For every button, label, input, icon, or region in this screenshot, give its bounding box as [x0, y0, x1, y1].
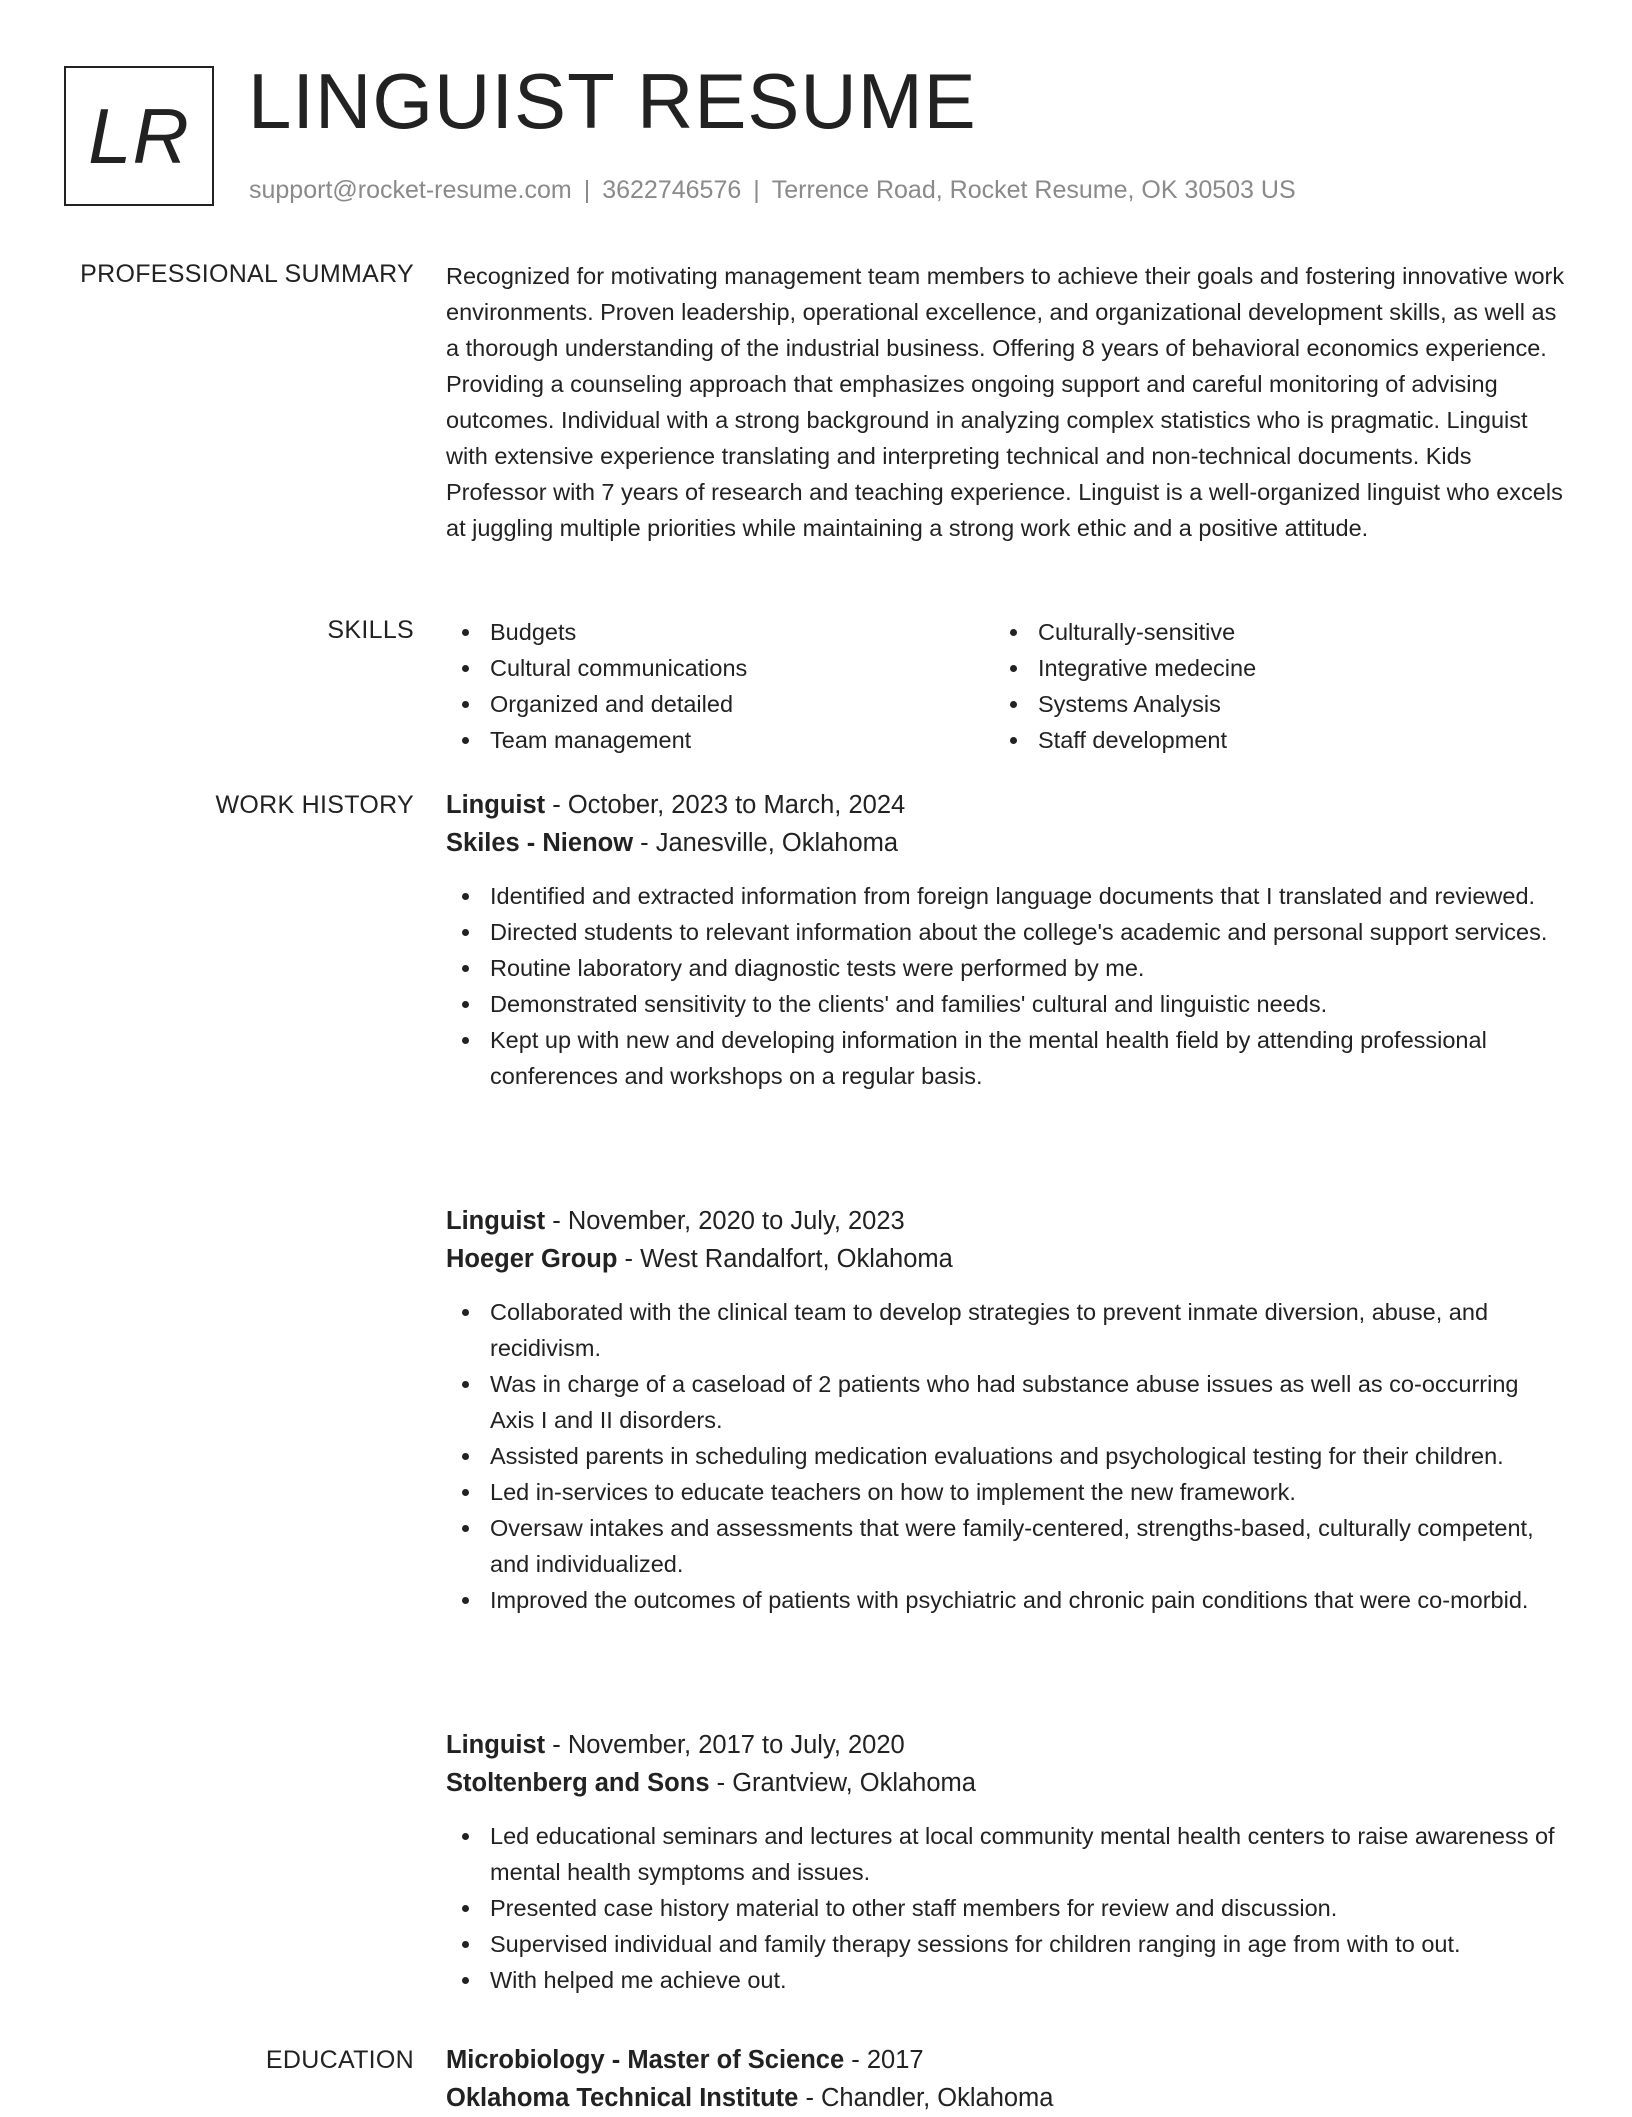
education-entry	[446, 2041, 1566, 2117]
skills-heading: SKILLS	[327, 616, 414, 644]
skill-item: Integrative medecine	[1038, 650, 1542, 686]
education-school-line	[446, 2079, 1566, 2117]
job-bullet: Kept up with new and developing information in the mental health field by attending professional conferences and workshops on a regular basis.	[490, 1022, 1566, 1094]
job-entry	[446, 1726, 1566, 1998]
job-bullet: Oversaw intakes and assessments that were family-centered, strengths-based, culturally competent, and individualized.	[490, 1510, 1566, 1582]
contact-address: Terrence Road, Rocket Resume, OK 30503 US	[771, 176, 1296, 204]
job-bullets	[446, 1818, 1566, 1998]
education-degree: Microbiology - Master of Science	[446, 2046, 845, 2074]
education-year: - 2017	[844, 2046, 924, 2074]
job-bullet: Improved the outcomes of patients with psychiatric and chronic pain conditions that were co-morbid.	[490, 1582, 1566, 1618]
skills-section	[446, 614, 1546, 758]
job-bullet: Routine laboratory and diagnostic tests were performed by me.	[490, 950, 1566, 986]
job-bullet: Identified and extracted information from foreign language documents that I translated and reviewed.	[490, 878, 1566, 914]
education-location: - Chandler, Oklahoma	[798, 2084, 1054, 2112]
contact-separator: |	[753, 176, 760, 204]
skills-list-left	[446, 614, 994, 758]
job-heading	[446, 1726, 1566, 1764]
job-bullet: Presented case history material to other staff members for review and discussion.	[490, 1890, 1566, 1926]
monogram-logo: LR	[64, 66, 214, 206]
job-heading	[446, 1202, 1566, 1240]
job-dates: - November, 2020 to July, 2023	[545, 1207, 905, 1235]
contact-phone[interactable]: 3622746576	[602, 176, 742, 204]
job-entry	[446, 1202, 1566, 1618]
contact-email[interactable]: support@rocket-resume.com	[249, 176, 572, 204]
job-bullets	[446, 878, 1566, 1094]
job-bullet: Assisted parents in scheduling medication evaluations and psychological testing for their children.	[490, 1438, 1566, 1474]
job-location: - Janesville, Oklahoma	[633, 829, 899, 857]
job-bullet: Led in-services to educate teachers on how to implement the new framework.	[490, 1474, 1566, 1510]
job-employer	[446, 1764, 1566, 1802]
job-title: Linguist	[446, 1731, 546, 1759]
page-title: LINGUIST RESUME	[248, 57, 977, 145]
job-company: Skiles - Nienow	[446, 829, 634, 857]
job-bullet: Demonstrated sensitivity to the clients' and families' cultural and linguistic needs.	[490, 986, 1566, 1022]
education-heading: EDUCATION	[265, 2046, 414, 2074]
job-bullets	[446, 1294, 1566, 1618]
education-school: Oklahoma Technical Institute	[446, 2084, 799, 2112]
work-history-heading: WORK HISTORY	[215, 791, 414, 819]
job-location: - West Randalfort, Oklahoma	[617, 1245, 953, 1273]
job-company: Hoeger Group	[446, 1245, 618, 1273]
summary-text: Recognized for motivating management team members to achieve their goals and fostering innovative work environments. Proven leadership, operational excellence, and organizational development skills, as well as a thorough understanding of the industrial business. Offering 8 years of behavioral economics experience. Providing a counseling approach that emphasizes ongoing support and careful monitoring of advising outcomes. Individual with a strong background in analyzing complex statistics who is pragmatic. Linguist with extensive experience translating and interpreting technical and non-technical documents. Kids Professor with 7 years of research and teaching experience. Linguist is a well-organized linguist who excels at juggling multiple priorities while maintaining a strong work ethic and a positive attitude.	[446, 263, 1565, 541]
job-bullet: Was in charge of a caseload of 2 patients who had substance abuse issues as well as co-occurring Axis I and II disorders.	[490, 1366, 1566, 1438]
job-employer	[446, 1240, 1566, 1278]
job-bullet: With helped me achieve out.	[490, 1962, 1566, 1998]
job-company: Stoltenberg and Sons	[446, 1769, 710, 1797]
job-location: - Grantview, Oklahoma	[709, 1769, 976, 1797]
job-title: Linguist	[446, 1207, 546, 1235]
skill-item: Organized and detailed	[490, 686, 994, 722]
job-dates: - October, 2023 to March, 2024	[545, 791, 906, 819]
skill-item: Budgets	[490, 614, 994, 650]
job-dates: - November, 2017 to July, 2020	[545, 1731, 905, 1759]
job-bullet: Collaborated with the clinical team to develop strategies to prevent inmate diversion, abuse, and recidivism.	[490, 1294, 1566, 1366]
skill-item: Staff development	[1038, 722, 1542, 758]
summary-heading: PROFESSIONAL SUMMARY	[80, 260, 414, 288]
job-bullet: Directed students to relevant information about the college's academic and personal support services.	[490, 914, 1566, 950]
summary-section	[446, 258, 1566, 546]
job-title: Linguist	[446, 791, 546, 819]
skill-item: Culturally-sensitive	[1038, 614, 1542, 650]
education-degree-line	[446, 2041, 1566, 2079]
skill-item: Systems Analysis	[1038, 686, 1542, 722]
job-entry	[446, 786, 1566, 1094]
skills-list-right	[994, 614, 1542, 758]
job-bullet: Supervised individual and family therapy sessions for children ranging in age from with to out.	[490, 1926, 1566, 1962]
job-heading	[446, 786, 1566, 824]
skill-item: Team management	[490, 722, 994, 758]
job-employer	[446, 824, 1566, 862]
job-bullet: Led educational seminars and lectures at local community mental health centers to raise awareness of mental health symptoms and issues.	[490, 1818, 1566, 1890]
skill-item: Cultural communications	[490, 650, 994, 686]
contact-separator: |	[583, 176, 591, 204]
contact-line	[249, 174, 1296, 206]
